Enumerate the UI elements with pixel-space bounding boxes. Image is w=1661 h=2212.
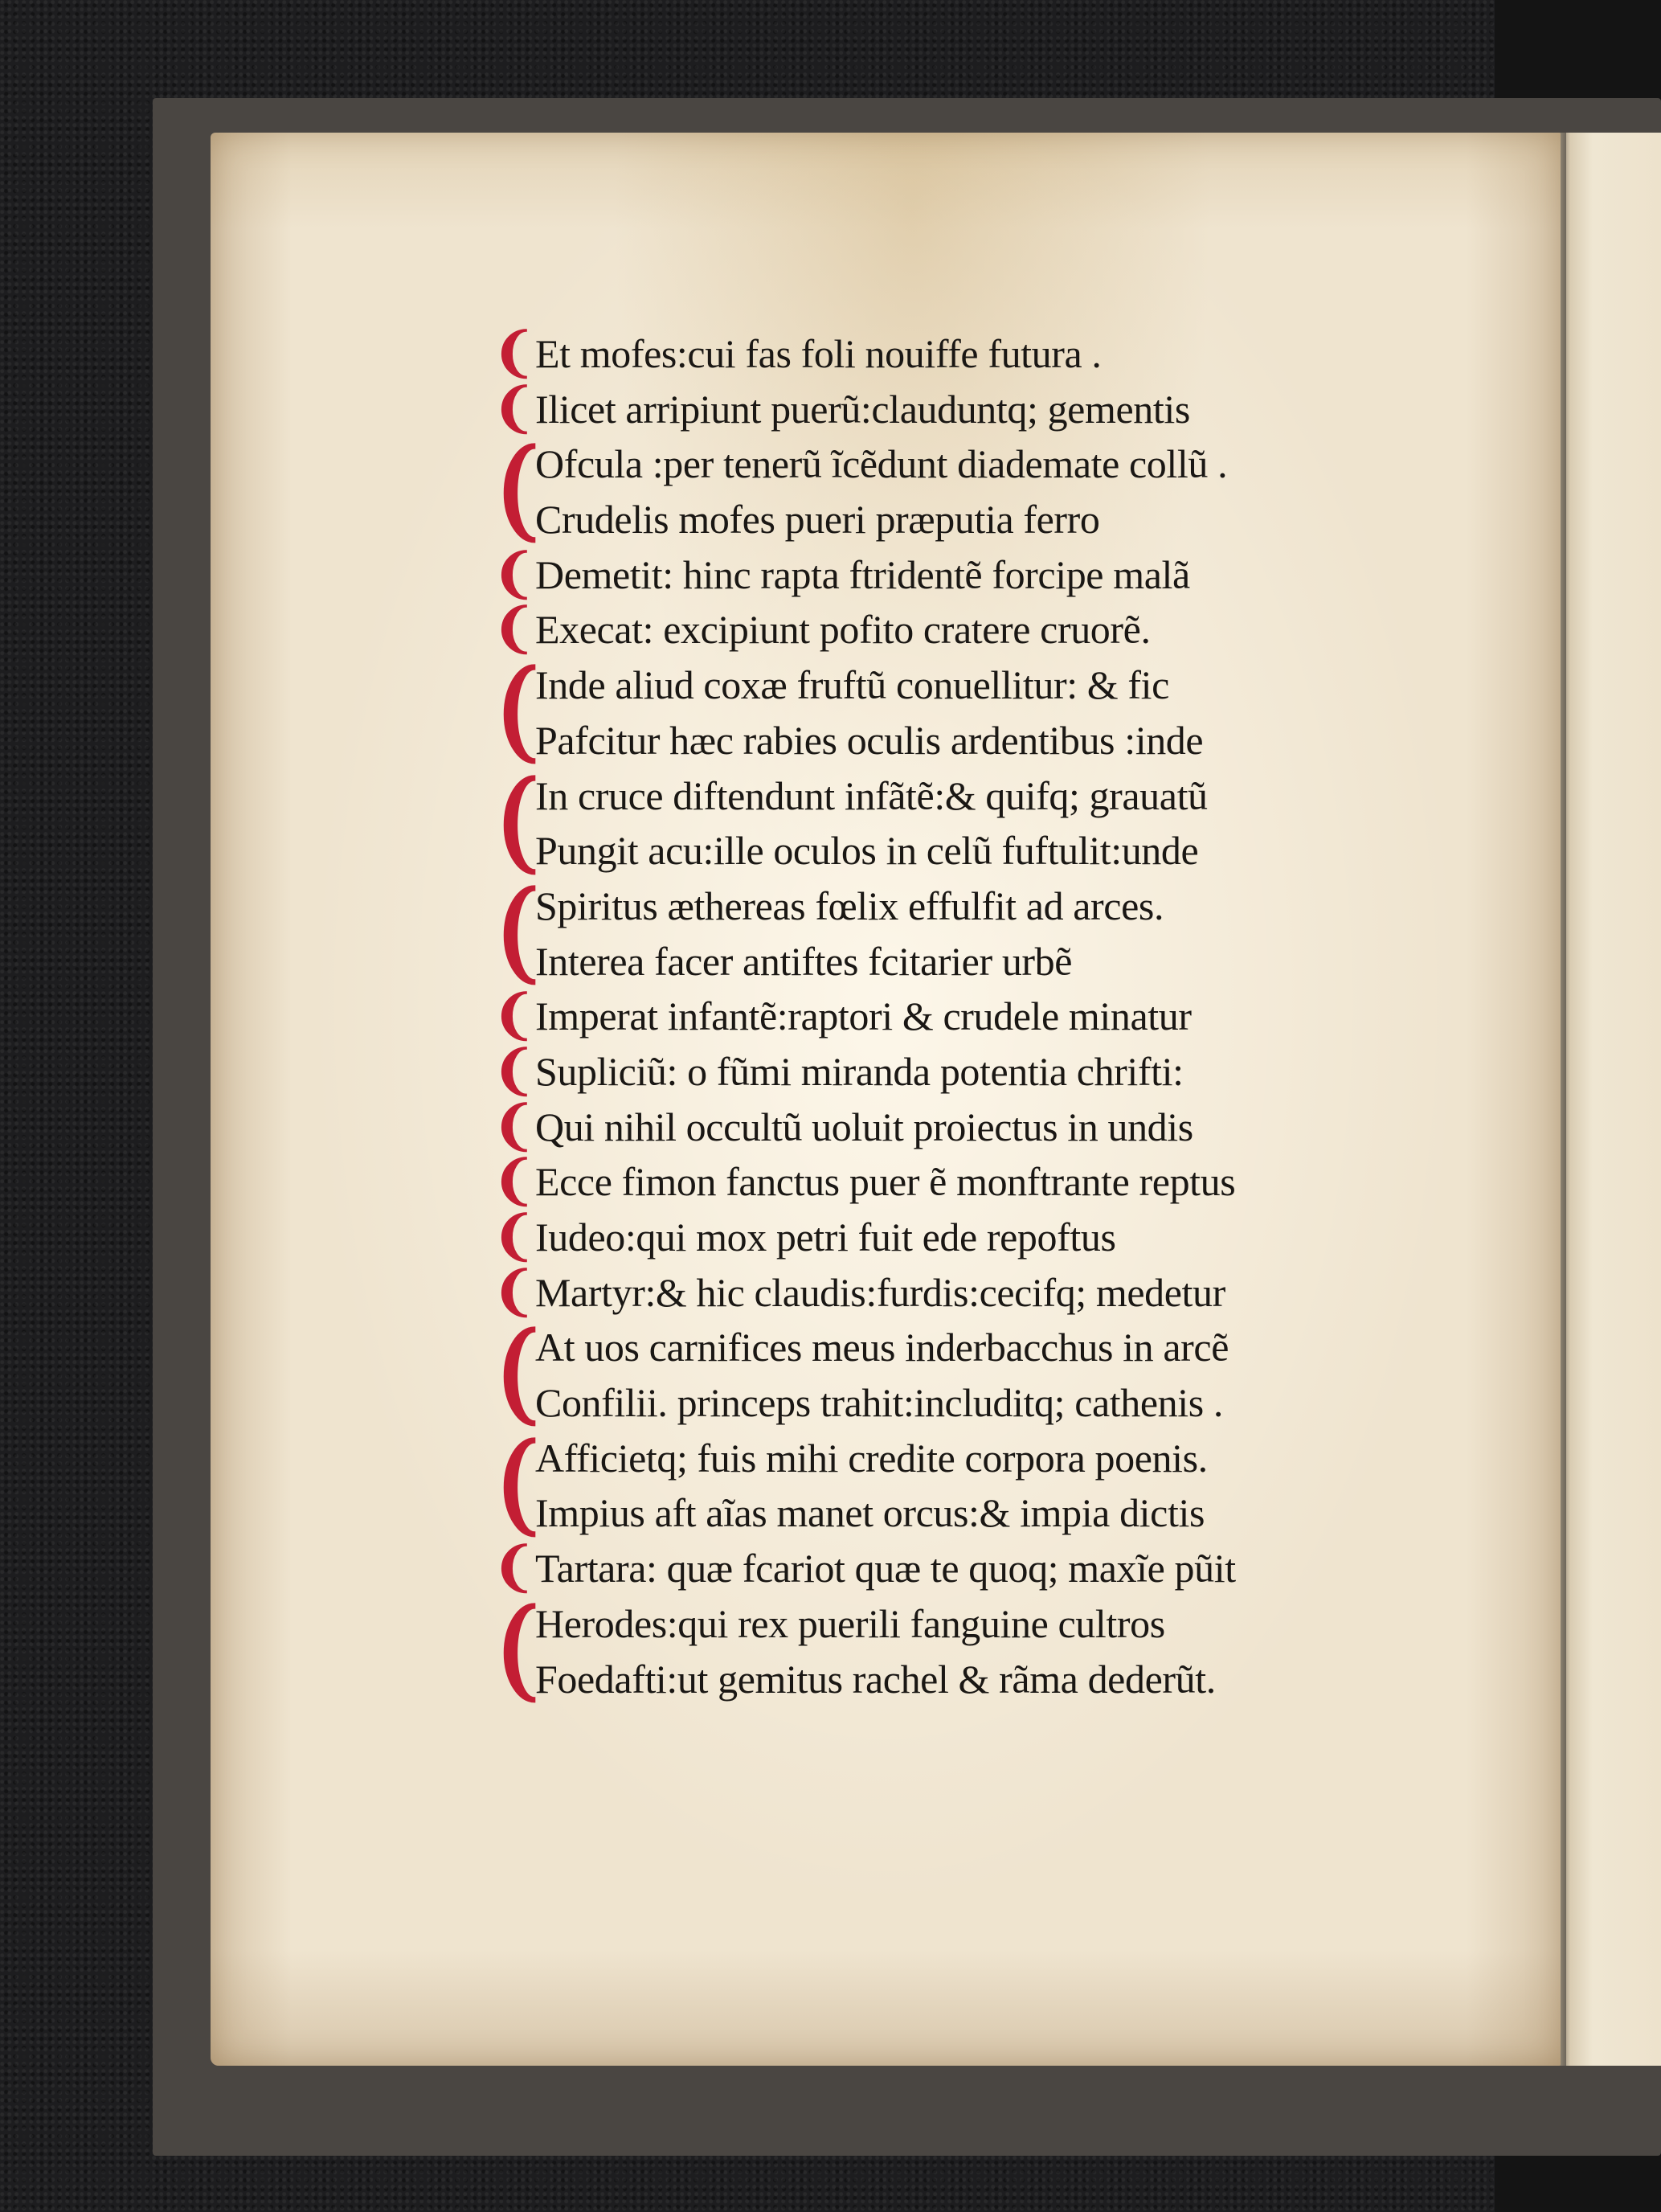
verse-line-text: Martyr:& hic claudis:furdis:cecifq; medetur bbox=[535, 1269, 1225, 1315]
verse-line-text: Confilii. princeps trahit:includitq; cathenis . bbox=[535, 1380, 1224, 1426]
verse-line-text: Inde aliud coxæ fruftũ conuellitur: & fic bbox=[535, 662, 1169, 708]
verse-line-text: Pungit acu:ille oculos in celũ fuftulit:unde bbox=[535, 828, 1199, 874]
rubric-paragraph-mark-icon: ❨ bbox=[492, 1425, 547, 1544]
verse-line-text: Ilicet arripiunt puerũ:clauduntq; gementis bbox=[535, 386, 1190, 432]
verse-line-text: Et mofes:cui fas foli nouiffe futura . bbox=[535, 331, 1102, 376]
verse-line-text: Iudeo:qui mox petri fuit ede repoftus bbox=[535, 1215, 1116, 1260]
rubric-paragraph-mark-icon: ❨ bbox=[492, 653, 547, 772]
rubric-paragraph-mark-icon: ❨ bbox=[492, 1152, 537, 1211]
verse-line bbox=[492, 602, 1392, 657]
rubric-paragraph-mark-icon: ❨ bbox=[492, 1262, 537, 1321]
verse-line-text: Imperat infantẽ:raptori & crudele minatur bbox=[535, 993, 1192, 1039]
verse-line bbox=[492, 492, 1392, 547]
verse-line-text: Pafcitur hæc rabies oculis ardentibus :inde bbox=[535, 717, 1204, 763]
rubric-paragraph-mark-icon: ❨ bbox=[492, 1207, 537, 1266]
verse-line bbox=[492, 1262, 1392, 1321]
verse-line bbox=[492, 823, 1392, 879]
rubric-paragraph-mark-icon: ❨ bbox=[492, 986, 537, 1046]
verse-line bbox=[492, 1538, 1392, 1598]
verse-line bbox=[492, 1154, 1392, 1210]
verse-line bbox=[492, 544, 1392, 604]
verse-line-text: Execat: excipiunt pofito cratere cruorẽ. bbox=[535, 607, 1151, 653]
verse-line bbox=[492, 934, 1392, 989]
verse-line-text: Crudelis mofes pueri præputia ferro bbox=[535, 497, 1100, 543]
verse-line-text: Supliciũ: o fũmi miranda potentia chrifti: bbox=[535, 1048, 1184, 1094]
verse-line-text: Impius aft aĩas manet orcus:& impia dictis bbox=[535, 1490, 1205, 1536]
verse-line-text: Tartara: quæ fcariot quæ te quoq; maxĩe pũit bbox=[535, 1546, 1236, 1591]
verse-line-text: Afficietq; fuis mihi credite corpora poenis. bbox=[535, 1435, 1208, 1481]
verse-line-text: Spiritus æthereas fœlix effulfit ad arces. bbox=[535, 883, 1164, 928]
verse-line-text: Qui nihil occultũ uoluit proiectus in undis bbox=[535, 1104, 1193, 1149]
rubric-paragraph-mark-icon: ❨ bbox=[492, 1538, 537, 1598]
verse-line bbox=[492, 1485, 1392, 1541]
verse-line-text: Interea facer antiftes fcitarier urbẽ bbox=[535, 938, 1073, 984]
rubric-paragraph-mark-icon: ❨ bbox=[492, 544, 537, 604]
verse-line bbox=[492, 326, 1392, 382]
verse-line bbox=[492, 1096, 1392, 1156]
rubric-paragraph-mark-icon: ❨ bbox=[492, 1591, 547, 1710]
rubric-paragraph-mark-icon: ❨ bbox=[492, 1041, 537, 1100]
rubric-paragraph-mark-icon: ❨ bbox=[492, 763, 547, 882]
rubric-paragraph-mark-icon: ❨ bbox=[492, 1096, 537, 1156]
verse-line bbox=[492, 1041, 1392, 1100]
facing-page-edge bbox=[1561, 133, 1661, 2066]
verse-line-text: Ofcula :per tenerũ ĩcẽdunt diademate collũ . bbox=[535, 441, 1228, 487]
verse-line-text: At uos carnifices meus inderbacchus in arcẽ bbox=[535, 1325, 1229, 1370]
rubric-paragraph-mark-icon: ❨ bbox=[492, 379, 537, 438]
verse-line bbox=[492, 1375, 1392, 1431]
verse-line bbox=[492, 986, 1392, 1046]
verse-line-text: Herodes:qui rex puerili fanguine cultros bbox=[535, 1600, 1165, 1646]
verse-line bbox=[492, 1207, 1392, 1266]
verse-text-block bbox=[492, 324, 1392, 1710]
verse-line-text: Ecce fimon fanctus puer ẽ monftrante reptus bbox=[535, 1159, 1236, 1205]
verse-line bbox=[492, 1652, 1392, 1707]
rubric-paragraph-mark-icon: ❨ bbox=[492, 324, 537, 383]
verse-line bbox=[492, 713, 1392, 768]
rubric-paragraph-mark-icon: ❨ bbox=[492, 873, 547, 992]
verse-line-text: In cruce diftendunt infãtẽ:& quifq; grauatũ bbox=[535, 772, 1208, 818]
verse-line bbox=[492, 379, 1392, 438]
rubric-paragraph-mark-icon: ❨ bbox=[492, 1315, 547, 1434]
verse-line-text: Demetit: hinc rapta ftridentẽ forcipe malã bbox=[535, 551, 1190, 597]
rubric-paragraph-mark-icon: ❨ bbox=[492, 432, 547, 551]
rubric-paragraph-mark-icon: ❨ bbox=[492, 600, 537, 659]
verse-line-text: Foedafti:ut gemitus rachel & rãma dederũt. bbox=[535, 1656, 1216, 1702]
